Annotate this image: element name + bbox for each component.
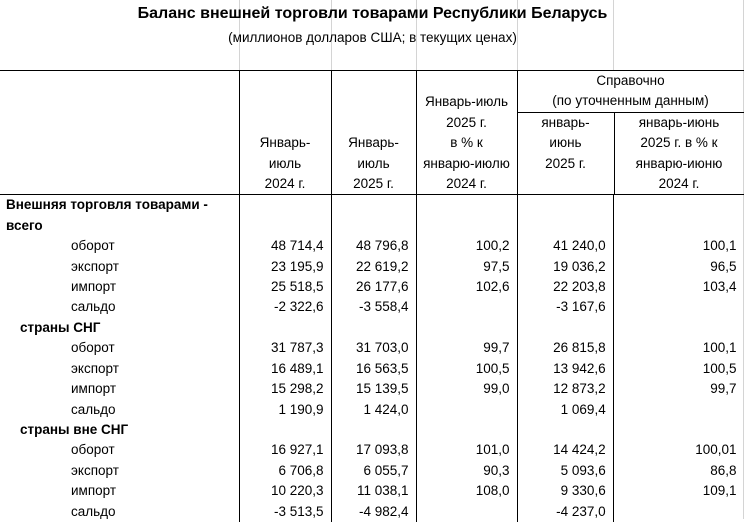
header-line: в % к <box>450 135 483 151</box>
value-cell: -4 237,0 <box>517 502 613 522</box>
value-cell: 12 873,2 <box>517 379 613 399</box>
empty-cell <box>613 216 743 236</box>
row-label: оборот <box>71 442 115 458</box>
value-cell: 6 706,8 <box>239 461 331 481</box>
value-cell: -3 167,6 <box>517 297 613 317</box>
value-cell: 31 703,0 <box>331 338 416 358</box>
section-title: Внешняя торговля товарами - <box>0 195 239 216</box>
value-cell: 108,0 <box>416 481 517 501</box>
header-col-percent <box>416 71 517 195</box>
value-cell: 25 518,5 <box>239 277 331 297</box>
table-row <box>0 481 744 501</box>
header-line: 2025 г. <box>545 155 586 171</box>
empty-cell <box>517 420 613 440</box>
section-title-row <box>0 216 744 236</box>
value-cell: 99,7 <box>416 338 517 358</box>
header-reference-group <box>517 71 744 195</box>
empty-cell <box>517 318 613 338</box>
value-cell: 13 942,6 <box>517 359 613 379</box>
value-cell: 1 069,4 <box>517 400 613 420</box>
value-cell: 99,7 <box>613 379 743 399</box>
empty-cell <box>613 195 743 216</box>
section-title-row <box>0 195 744 216</box>
section-title: всего <box>6 217 43 233</box>
table-row <box>0 400 744 420</box>
value-cell: 10 220,3 <box>239 481 331 501</box>
header-line: 2025 г. <box>446 114 487 130</box>
value-cell <box>613 297 743 317</box>
value-cell: 1 424,0 <box>331 400 416 420</box>
row-label: импорт <box>71 279 117 295</box>
section-title: страны вне СНГ <box>20 421 129 437</box>
value-cell: 16 563,5 <box>331 359 416 379</box>
value-cell <box>613 400 743 420</box>
header-line: январю-июню <box>635 155 723 171</box>
value-cell: 100,5 <box>613 359 743 379</box>
empty-cell <box>416 216 517 236</box>
empty-cell <box>517 195 613 216</box>
value-cell: 26 815,8 <box>517 338 613 358</box>
value-cell: 109,1 <box>613 481 743 501</box>
empty-cell <box>613 420 743 440</box>
value-cell: 19 036,2 <box>517 257 613 277</box>
row-label: сальдо <box>71 299 116 315</box>
row-label: оборот <box>71 340 115 356</box>
empty-cell <box>331 216 416 236</box>
value-cell: 16 927,1 <box>239 440 331 460</box>
header-line: Январь- <box>348 135 399 151</box>
empty-cell <box>331 318 416 338</box>
empty-cell <box>517 216 613 236</box>
header-line: июнь <box>549 135 582 151</box>
value-cell: 100,1 <box>613 236 743 256</box>
value-cell: 97,5 <box>416 257 517 277</box>
value-cell: 23 195,9 <box>239 257 331 277</box>
header-line: 2025 г. <box>353 176 394 192</box>
table-row <box>0 440 744 460</box>
row-label: экспорт <box>71 360 119 376</box>
value-cell: 48 714,4 <box>239 236 331 256</box>
header-line: январь-июнь <box>638 114 720 130</box>
empty-cell <box>416 195 517 216</box>
header-reference-subcols <box>518 113 744 195</box>
table-row <box>0 461 744 481</box>
section-title-row <box>0 420 744 440</box>
header-col-jan-jul-2025 <box>331 71 416 195</box>
row-label: сальдо <box>71 401 116 417</box>
value-cell: -2 322,6 <box>239 297 331 317</box>
header-line: 2025 г. в % к <box>640 135 718 151</box>
section-title: страны СНГ <box>20 319 101 335</box>
empty-cell <box>331 420 416 440</box>
row-label: экспорт <box>71 462 119 478</box>
value-cell <box>416 400 517 420</box>
value-cell: 100,5 <box>416 359 517 379</box>
table-row <box>0 338 744 358</box>
empty-cell <box>331 195 416 216</box>
header-col-jan-jun-2025 <box>518 113 614 195</box>
empty-cell <box>239 420 331 440</box>
page-subtitle: (миллионов долларов США; в текущих ценах) <box>228 30 517 45</box>
table-row <box>0 236 744 256</box>
value-cell: 22 619,2 <box>331 257 416 277</box>
header-line: Справочно <box>596 73 665 88</box>
header-line: (по уточненным данным) <box>518 91 744 112</box>
row-label: сальдо <box>71 503 116 519</box>
value-cell: 31 787,3 <box>239 338 331 358</box>
header-line: июль <box>268 155 302 171</box>
value-cell: 86,8 <box>613 461 743 481</box>
header-line: январю-июлю <box>423 155 510 171</box>
table-row <box>0 257 744 277</box>
empty-cell <box>416 318 517 338</box>
empty-cell <box>613 318 743 338</box>
row-label: импорт <box>71 381 117 397</box>
value-cell: 17 093,8 <box>331 440 416 460</box>
value-cell: 22 203,8 <box>517 277 613 297</box>
value-cell: 15 298,2 <box>239 379 331 399</box>
value-cell: 15 139,5 <box>331 379 416 399</box>
value-cell: 26 177,6 <box>331 277 416 297</box>
header-line: 2024 г. <box>264 176 306 192</box>
value-cell: 103,4 <box>613 277 743 297</box>
empty-cell <box>239 318 331 338</box>
value-cell: 90,3 <box>416 461 517 481</box>
value-cell: 41 240,0 <box>517 236 613 256</box>
value-cell: 11 038,1 <box>331 481 416 501</box>
value-cell: 5 093,6 <box>517 461 613 481</box>
value-cell: 100,2 <box>416 236 517 256</box>
value-cell: -3 513,5 <box>239 502 331 522</box>
value-cell: 6 055,7 <box>331 461 416 481</box>
page-title: Баланс внешней торговли товарами Республики Беларусь <box>137 5 608 22</box>
header-line: январь- <box>541 114 590 130</box>
value-cell: 48 796,8 <box>331 236 416 256</box>
header-col-jan-jun-percent <box>614 113 744 195</box>
header-line: июль <box>357 155 390 171</box>
value-cell: 99,0 <box>416 379 517 399</box>
value-cell <box>416 297 517 317</box>
empty-cell <box>416 420 517 440</box>
row-label: экспорт <box>71 258 119 274</box>
table-row <box>0 277 744 297</box>
header-line: 2024 г. <box>446 176 487 192</box>
table-row <box>0 297 744 317</box>
value-cell: -4 982,4 <box>331 502 416 522</box>
empty-cell <box>239 195 331 216</box>
value-cell: 9 330,6 <box>517 481 613 501</box>
value-cell: 14 424,2 <box>517 440 613 460</box>
value-cell: 16 489,1 <box>239 359 331 379</box>
value-cell: 100,1 <box>613 338 743 358</box>
value-cell: 101,0 <box>416 440 517 460</box>
header-line: 2024 г. <box>658 176 700 192</box>
value-cell: 1 190,9 <box>239 400 331 420</box>
header-line: Январь-июль <box>424 94 509 110</box>
value-cell: 100,01 <box>613 440 743 460</box>
table-row <box>0 379 744 399</box>
row-label: оборот <box>71 238 115 254</box>
section-title-row <box>0 318 744 338</box>
value-cell: -3 558,4 <box>331 297 416 317</box>
header-line: Январь- <box>259 135 311 151</box>
header-row <box>0 71 744 195</box>
trade-balance-table <box>0 70 744 522</box>
header-col-jan-jul-2024 <box>239 71 331 195</box>
value-cell: 102,6 <box>416 277 517 297</box>
value-cell: 96,5 <box>613 257 743 277</box>
table-row <box>0 359 744 379</box>
row-label: импорт <box>71 483 117 499</box>
header-blank <box>0 71 239 195</box>
empty-cell <box>239 216 331 236</box>
